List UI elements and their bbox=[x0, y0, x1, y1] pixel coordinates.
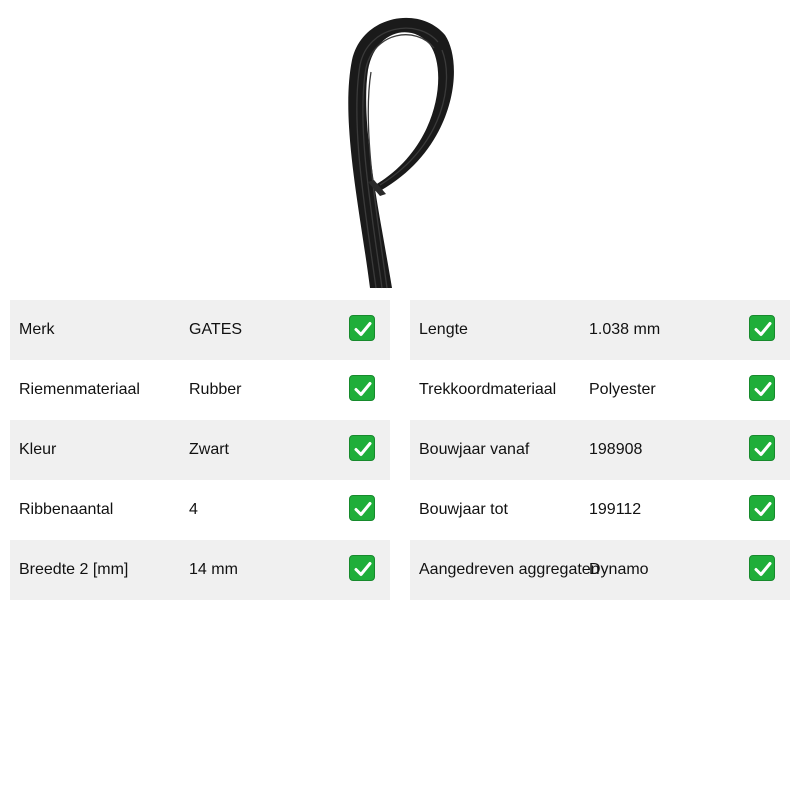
spec-value: 198908 bbox=[589, 441, 643, 458]
check-icon bbox=[749, 435, 775, 461]
check-icon bbox=[349, 555, 375, 581]
spec-label: Lengte bbox=[419, 321, 468, 338]
spec-row bbox=[410, 540, 790, 600]
spec-label: Ribbenaantal bbox=[19, 501, 114, 518]
check-icon bbox=[749, 375, 775, 401]
spec-row bbox=[10, 300, 390, 360]
spec-value: GATES bbox=[189, 321, 243, 338]
spec-row bbox=[10, 420, 390, 480]
spec-value: 199112 bbox=[589, 501, 642, 518]
check-icon bbox=[749, 315, 775, 341]
spec-label: Bouwjaar tot bbox=[419, 501, 508, 518]
spec-row bbox=[10, 480, 390, 540]
spec-table-left bbox=[10, 300, 390, 600]
spec-value: 1.038 mm bbox=[589, 321, 661, 338]
product-image bbox=[330, 10, 470, 290]
spec-row bbox=[10, 360, 390, 420]
spec-label: Breedte 2 [mm] bbox=[19, 561, 129, 578]
spec-label: Bouwjaar vanaf bbox=[419, 441, 530, 458]
spec-label: Merk bbox=[19, 321, 55, 338]
spec-row bbox=[410, 480, 790, 540]
spec-table-right bbox=[410, 300, 790, 600]
spec-row bbox=[10, 540, 390, 600]
spec-row bbox=[410, 360, 790, 420]
check-icon bbox=[349, 375, 375, 401]
check-icon bbox=[349, 315, 375, 341]
spec-value: Rubber bbox=[189, 381, 242, 398]
spec-value: 4 bbox=[189, 501, 198, 518]
poly-v-belt-icon bbox=[330, 10, 470, 290]
spec-label: Kleur bbox=[19, 441, 57, 458]
spec-row bbox=[410, 300, 790, 360]
spec-label: Aangedreven aggregaten bbox=[419, 561, 600, 578]
spec-label: Trekkoordmateriaal bbox=[419, 381, 557, 398]
check-icon bbox=[349, 495, 375, 521]
check-icon bbox=[349, 435, 375, 461]
spec-value: 14 mm bbox=[189, 561, 238, 578]
spec-row bbox=[410, 420, 790, 480]
spec-value: Dynamo bbox=[589, 561, 649, 578]
spec-label: Riemenmateriaal bbox=[19, 381, 140, 398]
spec-value: Polyester bbox=[589, 381, 656, 398]
check-icon bbox=[749, 555, 775, 581]
spec-value: Zwart bbox=[189, 441, 229, 458]
check-icon bbox=[749, 495, 775, 521]
